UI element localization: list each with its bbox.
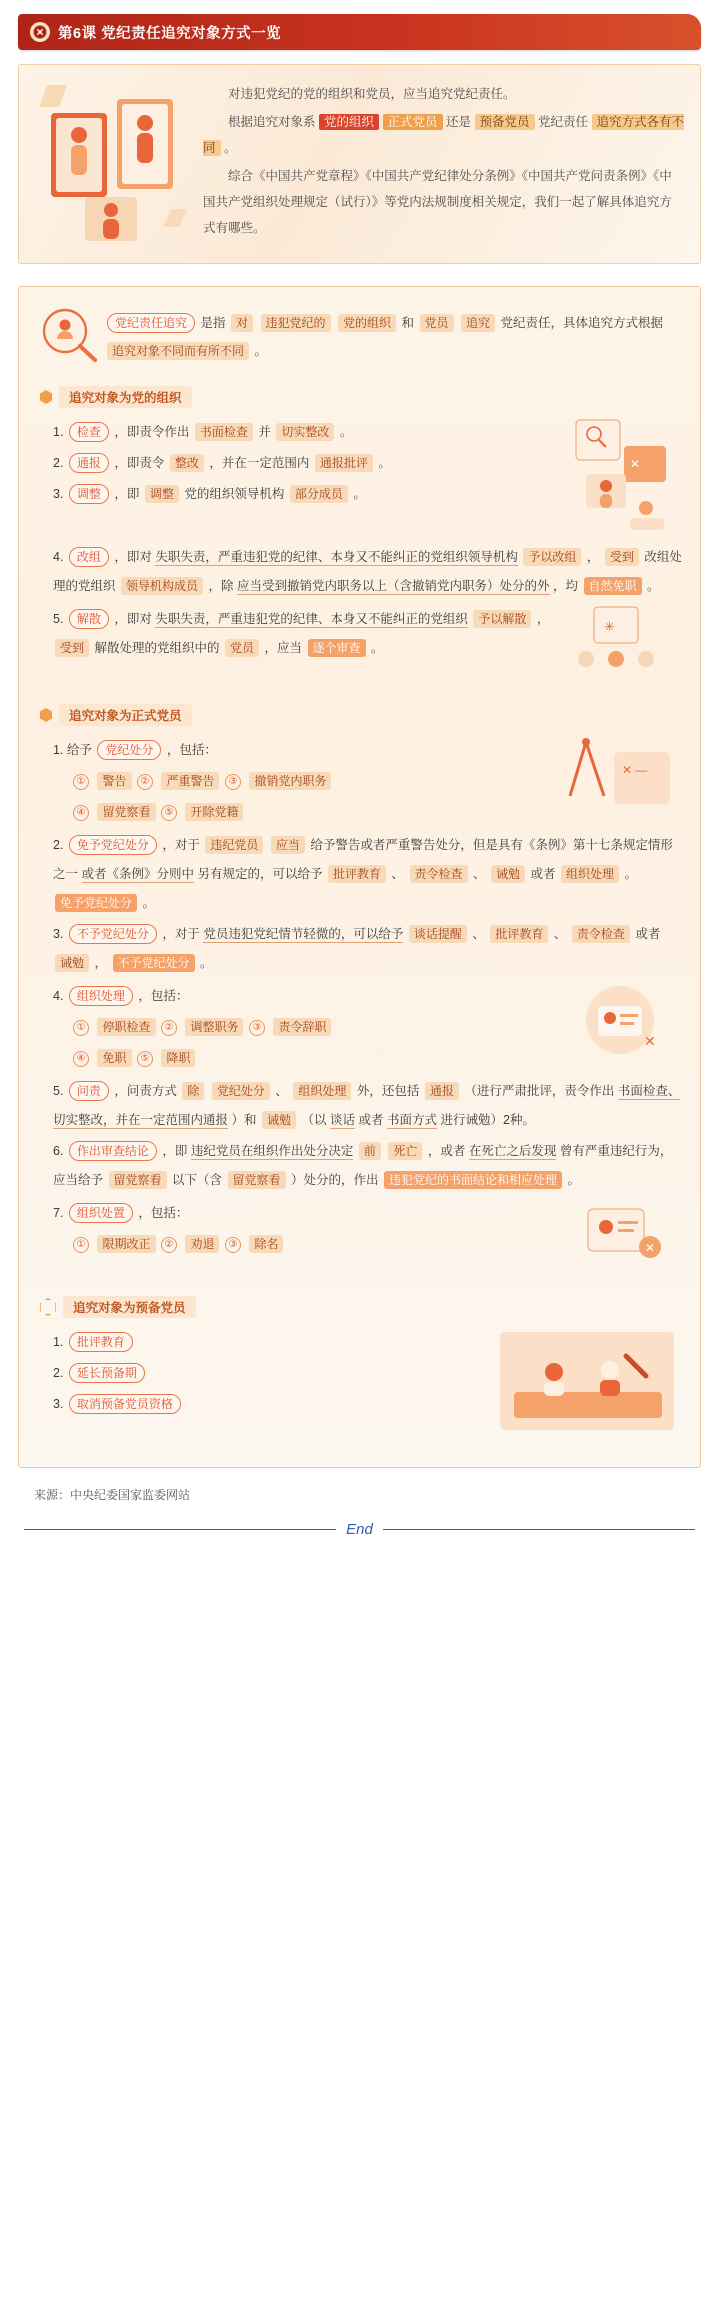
intro-tag-methods: 追究方式各有不同 [203, 115, 685, 155]
list-item [53, 1359, 494, 1388]
item-text: ，应当 [264, 641, 303, 655]
emblem-icon [30, 22, 50, 42]
item-text: ，即责令 [114, 456, 165, 470]
item-text: 给予 [66, 743, 92, 757]
tag-exempt-punishment: 免予党纪处分 [69, 835, 157, 855]
list-item [73, 1013, 564, 1042]
hexagon-outline-icon [39, 1298, 57, 1316]
item-number: 3. [53, 1397, 64, 1411]
item-text: 另有规定的，可以给予 [197, 867, 323, 881]
svg-text:✕: ✕ [644, 1033, 656, 1049]
item-text: 并 [258, 425, 271, 439]
ordinal-1-icon: ① [73, 774, 89, 790]
item-text: 、 [473, 867, 486, 881]
ordinal-3-icon: ③ [249, 1020, 265, 1036]
tag-except: 除 [182, 1082, 204, 1100]
ordinal-4-icon: ④ [73, 1051, 89, 1067]
item-text: 给予警告或者严重警告处分，但是具有《条例》第十七条规定情形之一 [53, 838, 673, 881]
lead-a: 是指 [200, 316, 226, 330]
lead-tag-violating: 违犯党纪的 [261, 314, 331, 332]
item-text: 进行诫勉）2种。 [440, 1113, 535, 1127]
item-number: 1. [53, 743, 64, 757]
item-text: ，对于 [162, 927, 200, 941]
hexagon-icon [39, 708, 53, 722]
lead-tag-pursue: 追究 [461, 314, 495, 332]
tag-order-resign: 责令辞职 [273, 1018, 331, 1036]
ordinal-1-icon: ① [73, 1237, 89, 1253]
item-text: 或者 [358, 1113, 384, 1127]
lead-tag-org: 党的组织 [338, 314, 396, 332]
tag-case-by-case: 逐个审查 [308, 639, 366, 657]
item-text: 。 [647, 579, 660, 593]
item-text: ，均 [553, 579, 579, 593]
item-text: ，并在一定范围内 [209, 456, 310, 470]
end-divider [24, 1521, 695, 1538]
item-text: 。 [371, 641, 384, 655]
tag-adjust-verb: 调整 [145, 485, 179, 503]
item-text-underline: 书面方式 [387, 1113, 438, 1127]
item-text-underline: 在死亡之后发现 [468, 1144, 557, 1158]
item-text: 、 [391, 867, 405, 881]
item-number: 4. [53, 989, 64, 1003]
item-number: 3. [53, 487, 64, 501]
tag-probation: 留党察看 [97, 803, 155, 821]
tag-org-handling: 组织处理 [69, 986, 133, 1006]
list-item [53, 605, 564, 663]
ordinal-2-icon: ② [161, 1237, 177, 1253]
item-text: 。 [624, 867, 638, 881]
item-number: 1. [53, 1335, 64, 1349]
tag-criticism: 通报批评 [315, 454, 373, 472]
tag-probation-watch: 留党察看 [228, 1171, 286, 1189]
content-card [18, 286, 701, 1468]
item-text: ， [94, 956, 108, 970]
section-header-member [39, 704, 684, 726]
tag-warning: 警告 [97, 772, 131, 790]
item-text-underline: 违纪党员在组织作出处分决定 [190, 1144, 354, 1158]
item-text: 。 [142, 896, 156, 910]
tag-no-punishment: 不予党纪处分 [69, 924, 157, 944]
tag-exempt: 免予党纪处分 [55, 894, 137, 912]
item-text: ，包括： [138, 989, 189, 1003]
item-text-underline: 应当受到撤销党内职务以上（含撤销党内职务）处分的外 [237, 579, 550, 593]
item-text: 。 [567, 1173, 581, 1187]
tag-dismiss: 免职 [97, 1049, 131, 1067]
item-text: ，对于 [162, 838, 200, 852]
lead-text [105, 305, 684, 365]
item-number: 2. [53, 456, 64, 470]
item-text: ，即对 [114, 612, 152, 626]
item-text: 曾有严重违纪行为，应当给予 [53, 1144, 673, 1187]
item-text-underline: 或者《条例》分则中 [81, 867, 195, 881]
item-text: ，即责令作出 [114, 425, 190, 439]
lead-tag-member: 党员 [420, 314, 454, 332]
section-org-illustration [564, 416, 684, 541]
list-item [53, 1137, 684, 1195]
item-number: 5. [53, 612, 64, 626]
svg-text:✕ —: ✕ — [622, 763, 648, 777]
section-member-block-1 [35, 734, 684, 829]
tag-expulsion: 开除党籍 [185, 803, 243, 821]
tag-shall: 应当 [271, 836, 305, 854]
section-org-illustration-2 [564, 603, 684, 688]
item-text: ，或者 [427, 1144, 466, 1158]
tag-admonish: 诫勉 [55, 954, 89, 972]
tag-written-conclusion: 违犯党纪的书面结论和相应处理 [384, 1171, 562, 1189]
item-text-underline: 谈话 [330, 1113, 356, 1127]
tag-be-reorganized: 予以改组 [523, 548, 581, 566]
item-text: （以 [301, 1113, 327, 1127]
id-card-illustration [564, 1197, 684, 1280]
lead-block [35, 305, 684, 370]
magnifier-icon [35, 305, 105, 370]
tag-notification: 通报 [69, 453, 109, 473]
tag-cancel-probationary: 取消预备党员资格 [69, 1394, 181, 1414]
tag-adjust: 调整 [69, 484, 109, 504]
section-org-body [35, 416, 684, 541]
end-label: End [346, 1521, 373, 1538]
item-text: ，包括： [138, 1206, 189, 1220]
lead-tag-accountability: 党纪责任追究 [107, 313, 195, 333]
tag-written-review: 书面检查 [195, 423, 253, 441]
section-member-block-2 [35, 980, 684, 1075]
item-number: 3. [53, 927, 64, 941]
hexagon-icon [39, 390, 53, 404]
item-text: 或者 [530, 867, 556, 881]
tag-admonish: 诫勉 [262, 1111, 296, 1129]
svg-text:✕: ✕ [645, 1241, 656, 1255]
lead-c: 党纪责任，具体追究方式根据 [500, 316, 664, 330]
section-header-probationary [39, 1296, 684, 1318]
list-item [53, 543, 684, 601]
list-item [53, 1199, 564, 1228]
item-number: 2. [53, 838, 64, 852]
source-line: 来源：中央纪委国家监委网站 [34, 1488, 191, 1502]
item-text: 改组处理的党组织 [53, 550, 682, 593]
ordinal-2-icon: ② [137, 774, 153, 790]
item-text: 。 [353, 487, 366, 501]
tag-admonish: 诫勉 [491, 865, 525, 883]
intro-paragraph-1: 对违犯党纪的党的组织和党员，应当追究党纪责任。 [228, 87, 516, 101]
ordinal-2-icon: ② [161, 1020, 177, 1036]
tag-extend-probation: 延长预备期 [69, 1363, 145, 1383]
ordinal-5-icon: ⑤ [161, 805, 177, 821]
ordinal-1-icon: ① [73, 1020, 89, 1036]
tag-criticism-edu: 批评教育 [69, 1332, 133, 1352]
list-item [53, 449, 564, 478]
list-item [53, 1390, 494, 1419]
tag-order-review: 责令检查 [572, 925, 630, 943]
intro-card [18, 64, 701, 264]
item-text: ，即对 [114, 550, 152, 564]
tag-notification: 通报 [425, 1082, 459, 1100]
intro-p2-b: 还是 [446, 115, 472, 129]
item-text: （进行严肃批评，责令作出 [464, 1084, 615, 1098]
item-number: 2. [53, 1366, 64, 1380]
tag-persuade-quit: 劝退 [185, 1235, 219, 1253]
item-number: 7. [53, 1206, 64, 1220]
tag-inspection: 检查 [69, 422, 109, 442]
item-text: 以下（含 [172, 1173, 223, 1187]
item-text: ，包括： [166, 743, 217, 757]
item-text-underline: 失职失责，严重违犯党的纪律、本身又不能纠正的党组织领导机构 [155, 550, 518, 564]
tag-death: 死亡 [388, 1142, 422, 1160]
intro-paragraph-2 [203, 109, 684, 161]
tag-no-punishment-deep: 不予党纪处分 [113, 954, 195, 972]
item-text: 。 [339, 425, 353, 439]
intro-tag-full-member: 正式党员 [383, 114, 443, 130]
tag-subject-to: 受到 [605, 548, 639, 566]
ordinal-3-icon: ③ [225, 1237, 241, 1253]
ordinal-3-icon: ③ [225, 774, 241, 790]
item-text: ，除 [208, 579, 234, 593]
page-header [18, 14, 701, 50]
item-number: 1. [53, 425, 64, 439]
tag-reorganize: 改组 [69, 547, 109, 567]
tag-be-dissolved: 予以解散 [473, 610, 531, 628]
list-item [53, 736, 564, 765]
divider-right [383, 1529, 695, 1530]
list-item [73, 1230, 564, 1259]
item-text: 。 [378, 456, 391, 470]
lead-tag-to: 对 [231, 314, 253, 332]
lead-b: 和 [401, 316, 415, 330]
item-text-underline: 党员违犯党纪情节轻微的，可以给予 [203, 927, 404, 941]
tag-auto-dismissal: 自然免职 [584, 577, 642, 595]
intro-tag-probationary: 预备党员 [475, 114, 535, 130]
tag-serious-warning: 严重警告 [161, 772, 219, 790]
intro-p2-a: 根据追究对象系 [228, 115, 316, 129]
section-member-block-3 [35, 1197, 684, 1280]
lead-tag-differs: 追究对象不同而有所不同 [107, 342, 249, 360]
tag-order-review: 责令检查 [410, 865, 468, 883]
tag-correct-deadline: 限期改正 [97, 1235, 155, 1253]
tag-remove-post: 撤销党内职务 [249, 772, 331, 790]
tag-some-members: 部分成员 [290, 485, 348, 503]
list-item [53, 1328, 494, 1357]
list-item [53, 1077, 684, 1135]
tag-suspend: 停职检查 [97, 1018, 155, 1036]
section-label-member: 追究对象为正式党员 [59, 704, 192, 726]
item-text: 、 [275, 1084, 288, 1098]
list-item [53, 480, 564, 509]
item-text: 、 [553, 927, 567, 941]
list-item [73, 1044, 564, 1073]
tag-criticism-edu: 批评教育 [328, 865, 386, 883]
item-number: 6. [53, 1144, 64, 1158]
item-text: 党的组织领导机构 [184, 487, 285, 501]
page-title: 第6课 党纪责任追究对象方式一览 [58, 25, 282, 42]
item-text: ，即 [162, 1144, 188, 1158]
tag-rectify: 切实整改 [276, 423, 334, 441]
divider-left [24, 1529, 336, 1530]
item-text: 解散处理的党组织中的 [94, 641, 220, 655]
tag-org-disposal: 组织处置 [69, 1203, 133, 1223]
tag-party-discipline-punishment: 党纪处分 [97, 740, 161, 760]
tag-probation-watch: 留党察看 [109, 1171, 167, 1189]
item-text-underline: 书面检查、切实整改，并在一定范围内通报 [53, 1084, 681, 1127]
item-number: 5. [53, 1084, 64, 1098]
tag-org-handling: 组织处理 [561, 865, 619, 883]
svg-text:✳: ✳ [604, 619, 615, 634]
list-item [73, 798, 564, 827]
item-text: 。 [200, 956, 213, 970]
intro-p2-d: 。 [224, 141, 237, 155]
list-item [53, 418, 564, 447]
svg-text:✕: ✕ [630, 457, 641, 471]
item-text: 或者 [635, 927, 661, 941]
ordinal-4-icon: ④ [73, 805, 89, 821]
tag-subject-to: 受到 [55, 639, 89, 657]
lead-d: 。 [254, 344, 268, 358]
section-probationary-body [35, 1326, 684, 1441]
tag-party-punishment: 党纪处分 [212, 1082, 270, 1100]
item-text: ， [536, 612, 550, 626]
list-item [73, 767, 564, 796]
tag-demote: 降职 [161, 1049, 195, 1067]
item-text: ， [586, 550, 600, 564]
tag-before: 前 [359, 1142, 381, 1160]
list-item [53, 982, 564, 1011]
intro-illustration [29, 77, 197, 247]
tag-review-conclusion: 作出审查结论 [69, 1141, 157, 1161]
tag-delist: 除名 [249, 1235, 283, 1253]
list-item [53, 831, 684, 918]
list-item [53, 920, 684, 978]
tag-adjust-post: 调整职务 [185, 1018, 243, 1036]
tag-accountability: 问责 [69, 1081, 109, 1101]
section-header-org [39, 386, 684, 408]
item-text: ）和 [231, 1113, 257, 1127]
intro-text [197, 77, 686, 247]
item-text: 外，还包括 [356, 1084, 420, 1098]
tag-criticism-edu: 批评教育 [490, 925, 548, 943]
intro-tag-party-org: 党的组织 [319, 114, 379, 130]
tag-member: 党员 [225, 639, 259, 657]
page-root [0, 14, 719, 1538]
compass-illustration [564, 734, 684, 817]
intro-paragraph-3: 综合《中国共产党章程》《中国共产党纪律处分条例》《中国共产党问责条例》《中国共产党组织处理规定（试行）》等党内法规制度相关规定，我们一起了解具体追究方式有哪些。 [203, 169, 672, 235]
ordinal-5-icon: ⑤ [137, 1051, 153, 1067]
tag-rectify: 整改 [170, 454, 204, 472]
section-label-org: 追究对象为党的组织 [59, 386, 192, 408]
item-text: ，问责方式 [114, 1084, 177, 1098]
item-number: 4. [53, 550, 64, 564]
tag-leadership-members: 领导机构成员 [121, 577, 203, 595]
tag-talk-remind: 谈话提醒 [409, 925, 467, 943]
tag-violating-member: 违纪党员 [205, 836, 263, 854]
meeting-illustration [494, 1326, 684, 1441]
item-text: 、 [472, 927, 485, 941]
person-card-illustration [564, 980, 684, 1065]
tag-dissolve: 解散 [69, 609, 109, 629]
tag-org-handling: 组织处理 [293, 1082, 351, 1100]
intro-p2-c: 党纪责任 [538, 115, 589, 129]
item-text-underline: 失职失责，严重违犯党的纪律、本身又不能纠正的党组织 [155, 612, 468, 626]
item-text: ）处分的，作出 [291, 1173, 379, 1187]
section-label-probationary: 追究对象为预备党员 [63, 1296, 196, 1318]
item-text: ，即 [114, 487, 140, 501]
section-org-item5-row [35, 603, 684, 688]
